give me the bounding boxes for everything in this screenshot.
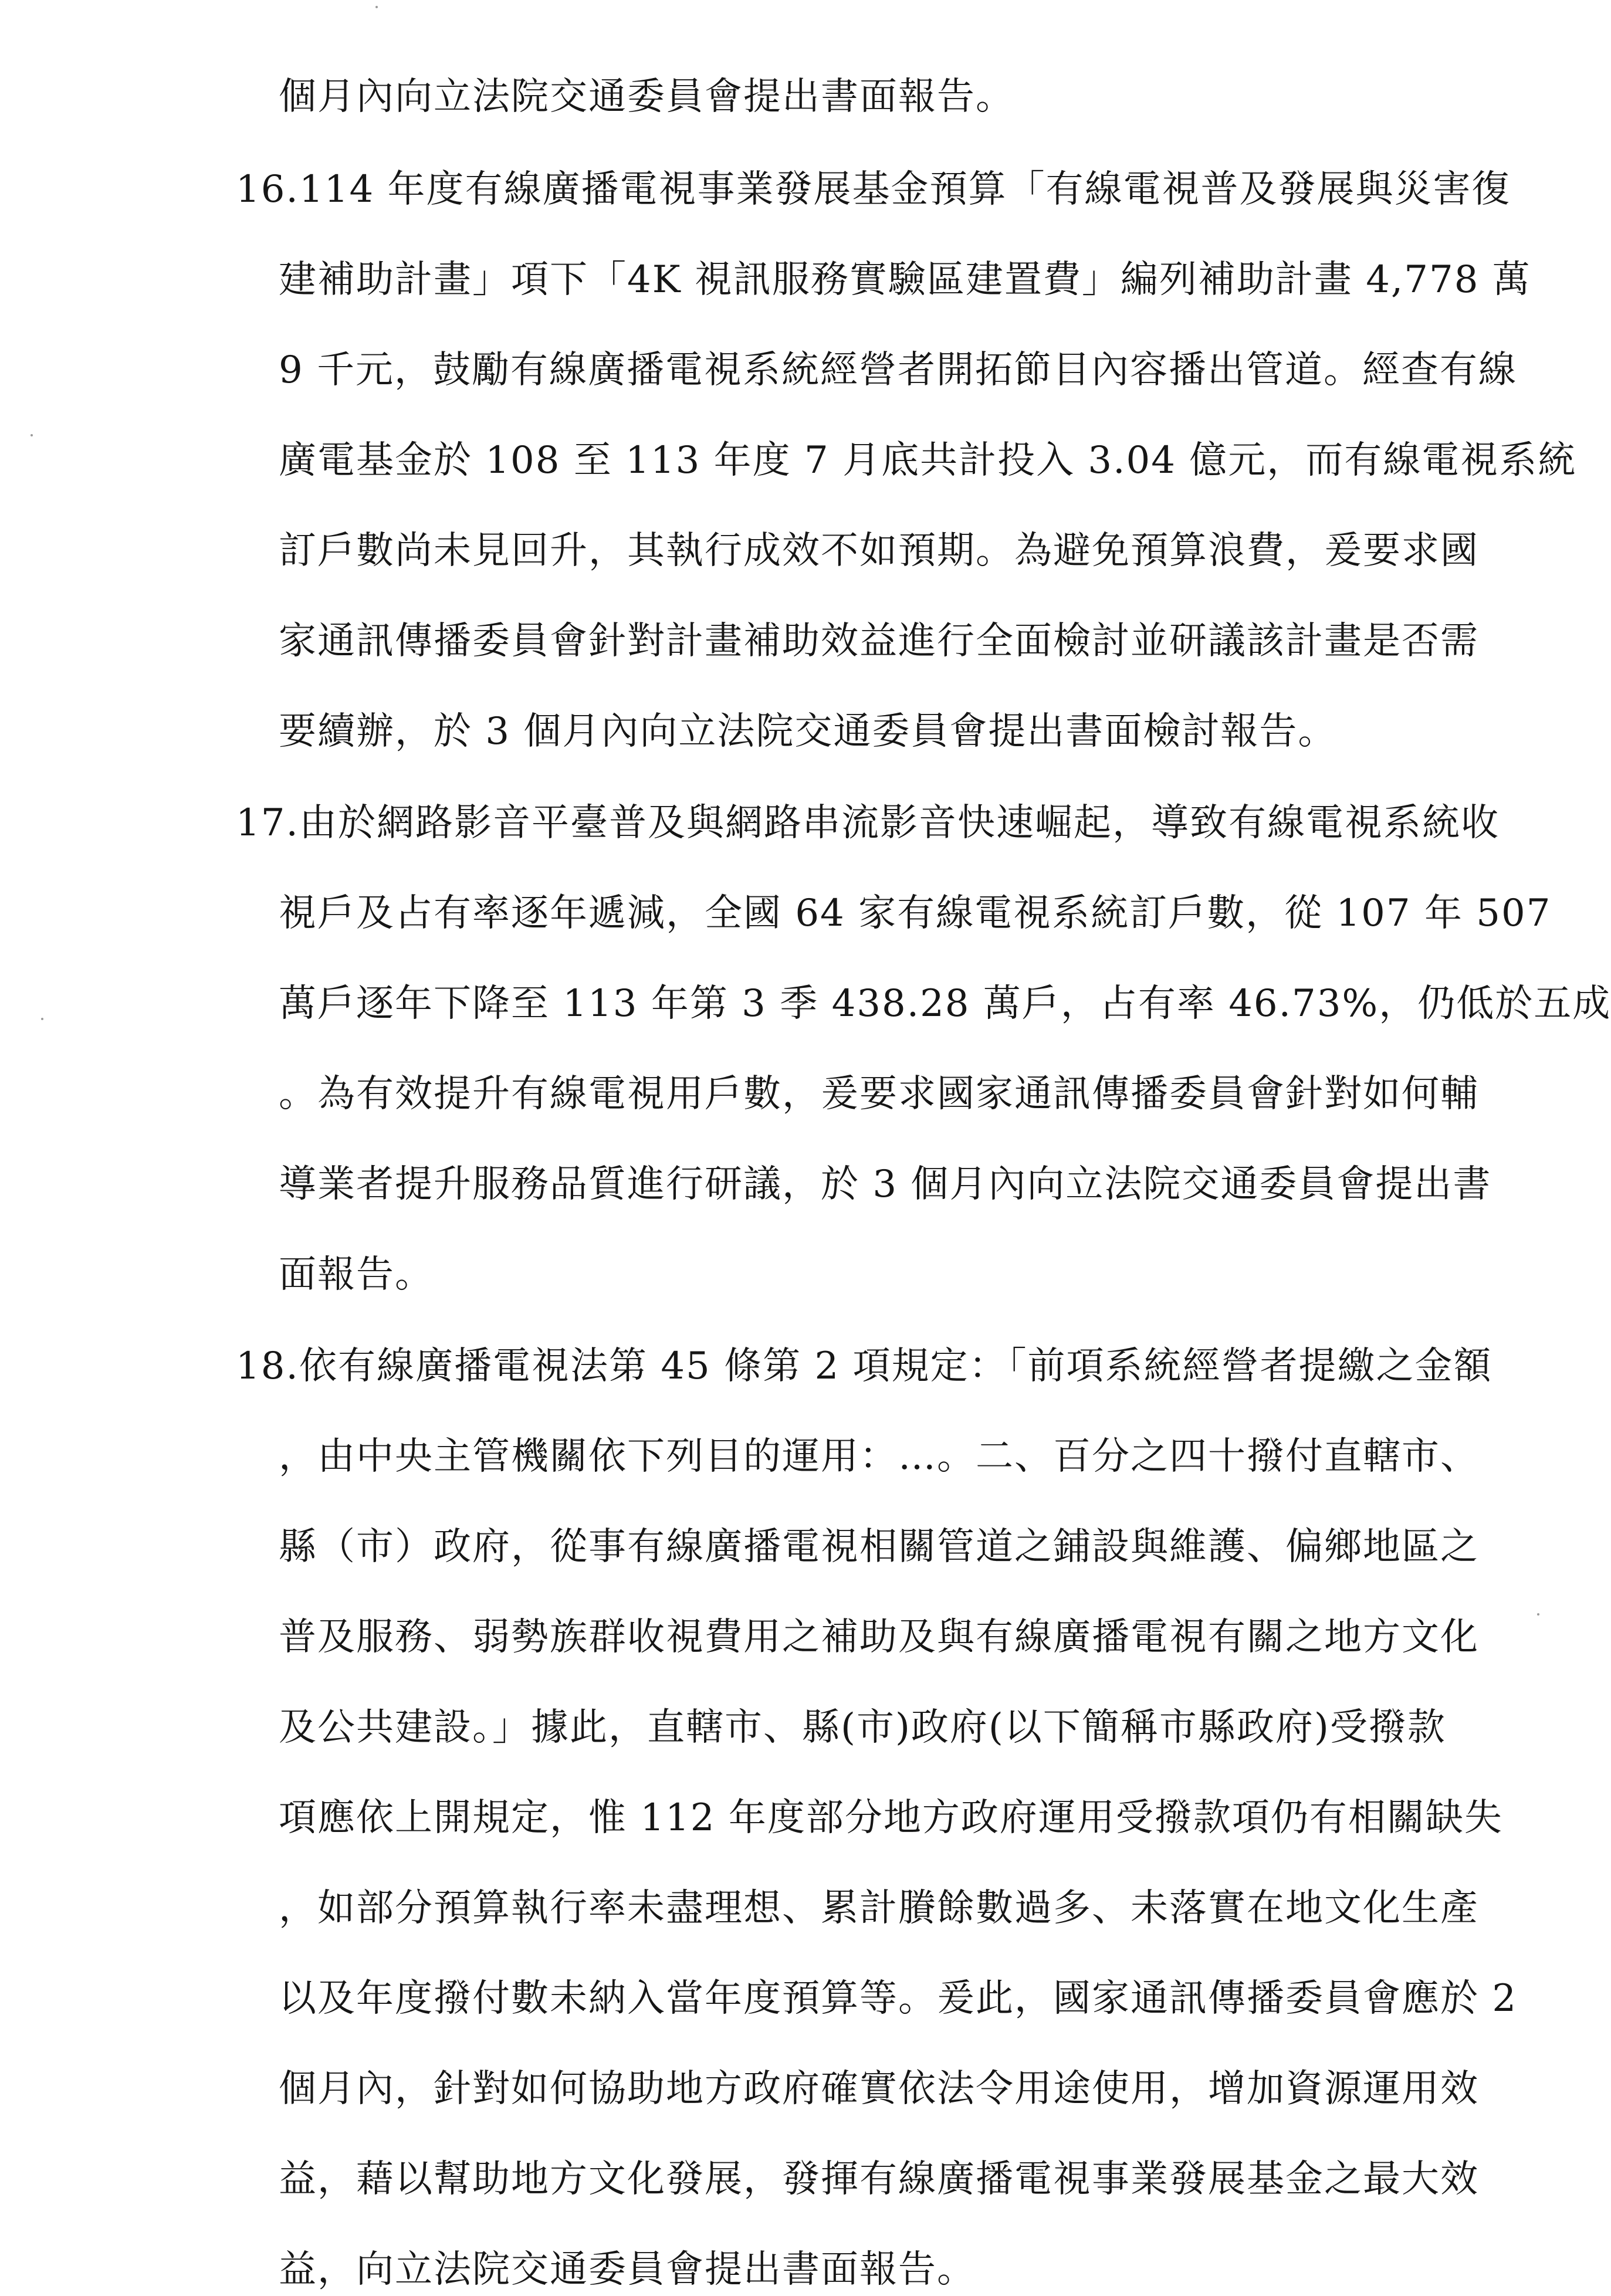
scan-speck	[41, 1018, 43, 1020]
item-18-line-9: 個月內，針對如何協助地方政府確實依法令用途使用，增加資源運用效	[279, 2067, 1479, 2111]
item-16-line-5: 訂戶數尚未見回升，其執行成效不如預期。為避免預算浪費，爰要求國	[279, 529, 1479, 573]
item-16-line-7: 要續辦，於 3 個月內向立法院交通委員會提出書面檢討報告。	[279, 710, 1337, 753]
scan-speck	[375, 6, 378, 8]
item-17-line-1: 由於網路影音平臺普及與網路串流影音快速崛起，導致有線電視系統收	[299, 801, 1500, 845]
item-17-line-4: 。為有效提升有線電視用戶數，爰要求國家通訊傳播委員會針對如何輔	[279, 1072, 1479, 1116]
item-17-line-3: 萬戶逐年下降至 113 年第 3 季 438.28 萬戶，占有率 46.73%，仍低於五成	[279, 982, 1611, 1025]
intro-line: 個月內向立法院交通委員會提出書面報告。	[279, 75, 1014, 118]
scan-speck	[1537, 1613, 1539, 1616]
item-16-line-4: 廣電基金於 108 至 113 年度 7 月底共計投入 3.04 億元，而有線電視系統	[279, 439, 1577, 482]
item-18-line-6: 項應依上開規定，惟 112 年度部分地方政府運用受撥款項仍有相關缺失	[279, 1796, 1503, 1840]
item-17-line-6: 面報告。	[279, 1253, 434, 1296]
scan-speck	[31, 434, 33, 436]
item-18-line-4: 普及服務、弱勢族群收視費用之補助及與有線廣播電視有關之地方文化	[279, 1616, 1479, 1659]
item-16-line-6: 家通訊傳播委員會針對計畫補助效益進行全面檢討並研議該計畫是否需	[279, 619, 1479, 663]
item-16-number: 16.	[236, 168, 299, 211]
item-16-line-1: 114 年度有線廣播電視事業發展基金預算「有線電視普及發展與災害復	[299, 168, 1511, 211]
item-18-line-2: ，由中央主管機關依下列目的運用：…。二、百分之四十撥付直轄市、	[279, 1435, 1479, 1478]
item-18-line-10: 益，藉以幫助地方文化發展，發揮有線廣播電視事業發展基金之最大效	[279, 2158, 1479, 2201]
item-18-line-8: 以及年度撥付數未納入當年度預算等。爰此，國家通訊傳播委員會應於 2	[279, 1977, 1518, 2020]
item-18-line-11: 益，向立法院交通委員會提出書面報告。	[279, 2248, 976, 2291]
item-18-line-1: 依有線廣播電視法第 45 條第 2 項規定：「前項系統經營者提繳之金額	[299, 1345, 1492, 1388]
item-16-line-2: 建補助計畫」項下「4K 視訊服務實驗區建置費」編列補助計畫 4,778 萬	[279, 258, 1531, 302]
item-18-line-5: 及公共建設。」據此，直轄市、縣(市)政府(以下簡稱市縣政府)受撥款	[279, 1706, 1446, 1749]
item-17-number: 17.	[236, 801, 299, 845]
item-18-number: 18.	[236, 1345, 299, 1388]
item-18-line-3: 縣（市）政府，從事有線廣播電視相關管道之鋪設與維護、偏鄉地區之	[279, 1525, 1479, 1569]
item-18-line-7: ，如部分預算執行率未盡理想、累計賸餘數過多、未落實在地文化生產	[279, 1887, 1479, 1930]
item-17-line-2: 視戶及占有率逐年遞減，全國 64 家有線電視系統訂戶數，從 107 年 507	[279, 892, 1552, 935]
item-17-line-5: 導業者提升服務品質進行研議，於 3 個月內向立法院交通委員會提出書	[279, 1163, 1492, 1206]
item-16-line-3: 9 千元，鼓勵有線廣播電視系統經營者開拓節目內容播出管道。經查有線	[279, 348, 1518, 392]
